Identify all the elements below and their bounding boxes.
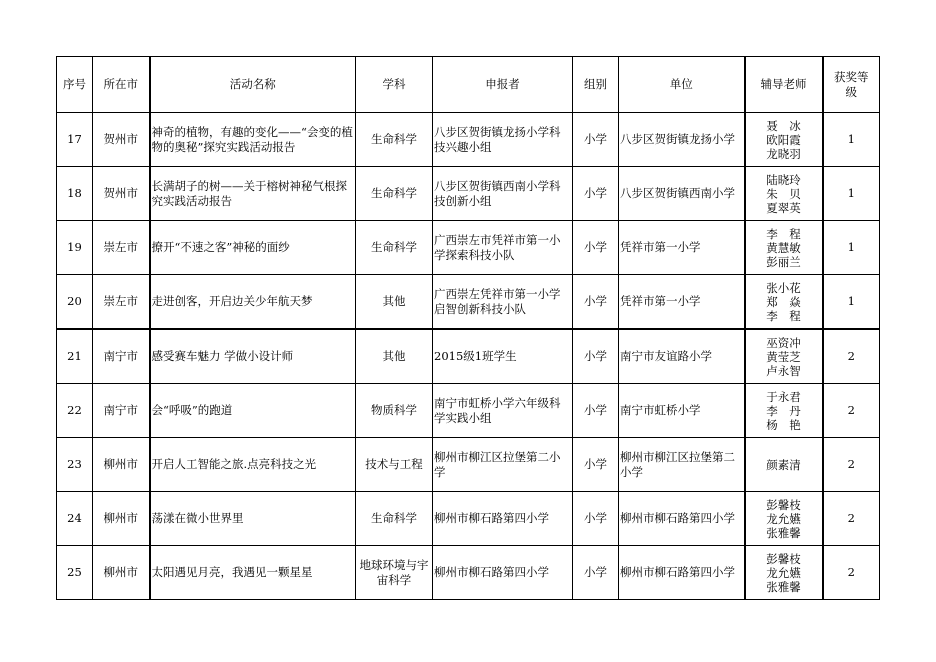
teacher-name: 于永君: [766, 389, 801, 404]
row-subject: 生命科学: [356, 221, 433, 275]
header-row: [57, 57, 880, 113]
teacher-name: 夏翠英: [766, 200, 801, 215]
row-unit: 凭祥市第一小学: [619, 275, 745, 330]
row-number: 21: [57, 329, 93, 384]
row-city: 柳州市: [93, 438, 150, 492]
row-group: 小学: [573, 438, 619, 492]
row-activity-name: 荡漾在微小世界里: [150, 492, 356, 546]
header-cell-unit: 单位: [619, 57, 745, 113]
teacher-name: 彭馨枝: [766, 551, 801, 566]
table-row: [57, 221, 880, 275]
row-subject: 生命科学: [356, 113, 433, 167]
row-teachers: [745, 438, 823, 492]
row-number: 19: [57, 221, 93, 275]
row-award-level: 2: [823, 546, 880, 600]
row-group: 小学: [573, 167, 619, 221]
header-cell-applicant: 申报者: [433, 57, 573, 113]
row-subject: 生命科学: [356, 492, 433, 546]
teacher-name: 聂 冰: [766, 118, 801, 133]
row-number: 20: [57, 275, 93, 330]
row-activity-name: 长满胡子的树——关于榕树神秘气根探究实践活动报告: [150, 167, 356, 221]
row-group: 小学: [573, 492, 619, 546]
row-applicant: 广西崇左市凭祥市第一小学探索科技小队: [433, 221, 573, 275]
header-cell-award: 获奖等级: [823, 57, 880, 113]
row-group: 小学: [573, 384, 619, 438]
row-city: 崇左市: [93, 221, 150, 275]
table-row: [57, 113, 880, 167]
teacher-name: 陆晓玲: [766, 172, 801, 187]
table-row: [57, 329, 880, 384]
teacher-name: 郑 焱: [766, 294, 801, 309]
row-subject: 物质科学: [356, 384, 433, 438]
row-applicant: 柳州市柳江区拉堡第二小学: [433, 438, 573, 492]
row-teachers: [745, 275, 823, 330]
teacher-name: 颜素清: [766, 457, 801, 472]
row-teachers: [745, 167, 823, 221]
row-activity-name: 感受赛车魅力 学做小设计师: [150, 329, 356, 384]
row-unit: 八步区贺街镇西南小学: [619, 167, 745, 221]
teacher-name: 卢永智: [766, 363, 801, 378]
table-row: [57, 438, 880, 492]
row-subject: 生命科学: [356, 167, 433, 221]
row-teachers: [745, 113, 823, 167]
row-applicant: 柳州市柳石路第四小学: [433, 492, 573, 546]
row-city: 柳州市: [93, 546, 150, 600]
table-row: [57, 546, 880, 600]
row-group: 小学: [573, 221, 619, 275]
row-group: 小学: [573, 329, 619, 384]
row-teachers: [745, 329, 823, 384]
row-award-level: 1: [823, 113, 880, 167]
row-activity-name: 会“呼吸”的跑道: [150, 384, 356, 438]
row-group: 小学: [573, 275, 619, 330]
row-applicant: 柳州市柳石路第四小学: [433, 546, 573, 600]
row-unit: 柳州市柳江区拉堡第二小学: [619, 438, 745, 492]
row-activity-name: 神奇的植物，有趣的变化——“会变的植物的奥秘”探究实践活动报告: [150, 113, 356, 167]
teacher-name: 李 程: [766, 308, 801, 323]
row-unit: 南宁市虹桥小学: [619, 384, 745, 438]
table-row: [57, 275, 880, 330]
table-body: [57, 113, 880, 600]
row-number: 17: [57, 113, 93, 167]
table-row: [57, 492, 880, 546]
teacher-name: 张小花: [766, 280, 801, 295]
row-activity-name: 撩开“不速之客”神秘的面纱: [150, 221, 356, 275]
table-row: [57, 167, 880, 221]
row-teachers: [745, 492, 823, 546]
row-number: 25: [57, 546, 93, 600]
teacher-name: 李 程: [766, 226, 801, 241]
row-award-level: 1: [823, 221, 880, 275]
row-number: 22: [57, 384, 93, 438]
teacher-name: 杨 艳: [766, 417, 801, 432]
teacher-name: 张雅馨: [766, 525, 801, 540]
row-unit: 柳州市柳石路第四小学: [619, 492, 745, 546]
row-award-level: 2: [823, 438, 880, 492]
teacher-name: 巫资冲: [766, 335, 801, 350]
table-row: [57, 384, 880, 438]
teacher-name: 张雅馨: [766, 579, 801, 594]
row-award-level: 2: [823, 384, 880, 438]
row-city: 贺州市: [93, 167, 150, 221]
row-award-level: 2: [823, 329, 880, 384]
row-applicant: 八步区贺街镇龙扬小学科技兴趣小组: [433, 113, 573, 167]
row-city: 南宁市: [93, 329, 150, 384]
row-subject: 技术与工程: [356, 438, 433, 492]
row-unit: 柳州市柳石路第四小学: [619, 546, 745, 600]
header-cell-teachers: 辅导老师: [745, 57, 823, 113]
row-city: 贺州市: [93, 113, 150, 167]
row-number: 23: [57, 438, 93, 492]
row-city: 南宁市: [93, 384, 150, 438]
teacher-name: 李 丹: [766, 403, 801, 418]
row-group: 小学: [573, 113, 619, 167]
teacher-name: 黄莹芝: [766, 349, 801, 364]
row-applicant: 八步区贺街镇西南小学科技创新小组: [433, 167, 573, 221]
row-number: 24: [57, 492, 93, 546]
row-award-level: 2: [823, 492, 880, 546]
row-group: 小学: [573, 546, 619, 600]
row-subject: 其他: [356, 275, 433, 330]
row-activity-name: 走进创客，开启边关少年航天梦: [150, 275, 356, 330]
teacher-name: 龙允嬿: [766, 511, 801, 526]
awards-table: [56, 56, 880, 600]
row-activity-name: 开启人工智能之旅.点亮科技之光: [150, 438, 356, 492]
row-unit: 南宁市友谊路小学: [619, 329, 745, 384]
row-applicant: 2015级1班学生: [433, 329, 573, 384]
header-cell-group: 组别: [573, 57, 619, 113]
teacher-name: 朱 贝: [766, 186, 801, 201]
header-cell-subject: 学科: [356, 57, 433, 113]
row-number: 18: [57, 167, 93, 221]
teacher-name: 欧阳霞: [766, 132, 801, 147]
header-cell-activity: 活动名称: [150, 57, 356, 113]
row-activity-name: 太阳遇见月亮，我遇见一颗星星: [150, 546, 356, 600]
row-subject: 其他: [356, 329, 433, 384]
teacher-name: 龙允嬿: [766, 565, 801, 580]
teacher-name: 龙晓羽: [766, 146, 801, 161]
teacher-name: 彭馨枝: [766, 497, 801, 512]
row-teachers: [745, 221, 823, 275]
row-unit: 凭祥市第一小学: [619, 221, 745, 275]
row-award-level: 1: [823, 275, 880, 330]
row-teachers: [745, 546, 823, 600]
row-applicant: 广西崇左凭祥市第一小学启智创新科技小队: [433, 275, 573, 330]
header-cell-city: 所在市: [93, 57, 150, 113]
row-teachers: [745, 384, 823, 438]
teacher-name: 黄慧敏: [766, 240, 801, 255]
row-city: 柳州市: [93, 492, 150, 546]
row-unit: 八步区贺街镇龙扬小学: [619, 113, 745, 167]
row-award-level: 1: [823, 167, 880, 221]
teacher-name: 彭丽兰: [766, 254, 801, 269]
row-city: 崇左市: [93, 275, 150, 330]
row-subject: 地球环境与宇宙科学: [356, 546, 433, 600]
row-applicant: 南宁市虹桥小学六年级科学实践小组: [433, 384, 573, 438]
header-cell-no: 序号: [57, 57, 93, 113]
